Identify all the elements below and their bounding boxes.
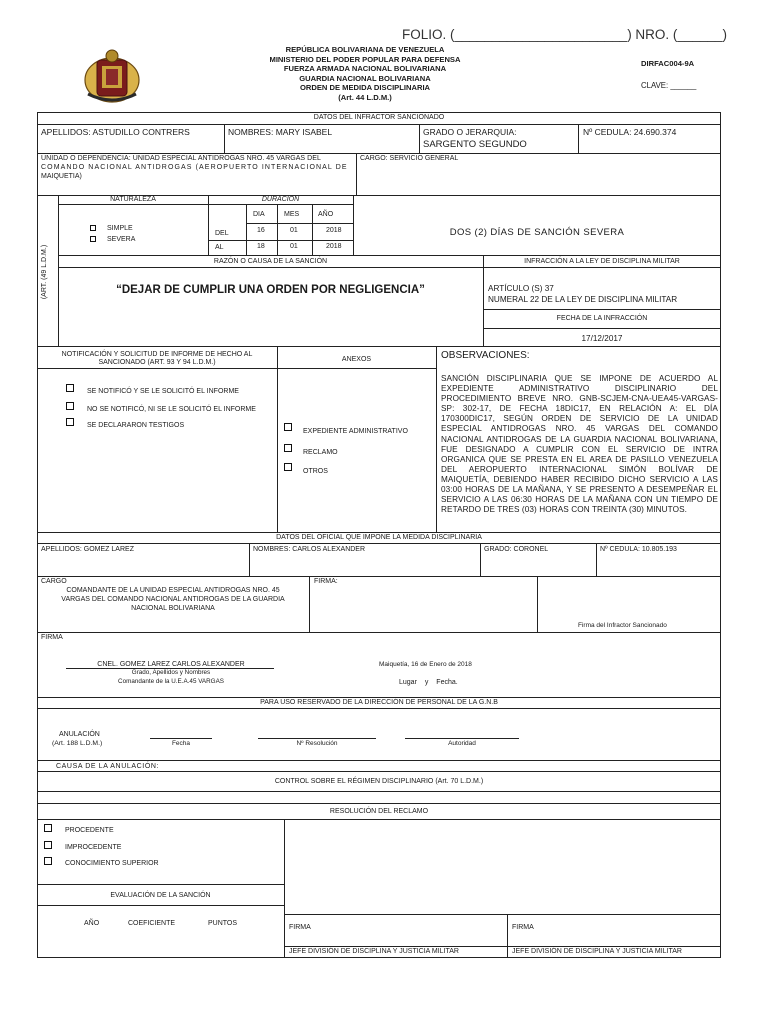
al-dia: 18 [257, 243, 265, 250]
clave-field[interactable]: CLAVE: ______ [641, 81, 697, 90]
improcedente-label: IMPROCEDENTE [65, 844, 122, 851]
anio-header: AÑO [318, 211, 334, 218]
firma-infractor-label: Firma del Infractor Sancionado [578, 622, 667, 629]
infractor-unidad: MAIQUETIA) [41, 173, 82, 180]
naturaleza-label: NATURALEZA [110, 196, 156, 203]
oficial-cargo-label: CARGO [41, 578, 67, 585]
infractor-cedula: Nº CEDULA: 24.690.374 [583, 127, 677, 137]
mes-header: MES [284, 211, 300, 218]
duracion-label: DURACION [261, 196, 300, 203]
procedente-checkbox[interactable] [44, 824, 52, 832]
section-title-control: CONTROL SOBRE EL RÉGIMEN DISCIPLINARIO (Art. 70 L.D.M.) [274, 778, 484, 785]
anexos-title: ANEXOS [341, 356, 372, 363]
reclamo-checkbox[interactable] [284, 444, 292, 452]
infractor-grado: SARGENTO SEGUNDO [423, 139, 527, 150]
infraccion-articulo: ARTÍCULO (S) 37 [488, 284, 554, 293]
signer-sub: Grado, Apellidos y Nombres [131, 669, 211, 676]
section-title-oficial: DATOS DEL OFICIAL QUE IMPONE LA MEDIDA DISCIPLINARIA [276, 534, 482, 541]
simple-checkbox[interactable] [90, 225, 96, 231]
oficial-apellidos: APELLIDOS: GOMEZ LAREZ [41, 546, 134, 553]
infractor-unidad: COMANDO NACIONAL ANTIDROGAS (AEROPUERTO INTERNACIONAL DE [41, 164, 348, 171]
header-line: ORDEN DE MEDIDA DISCIPLINARIA [299, 83, 431, 92]
fecha-infraccion: 17/12/2017 [581, 334, 623, 343]
severa-checkbox[interactable] [90, 236, 96, 242]
signer-name: CNEL. GOMEZ LAREZ CARLOS ALEXANDER [97, 661, 245, 668]
section-title-resolucion: RESOLUCIÓN DEL RECLAMO [329, 808, 429, 815]
expediente-checkbox[interactable] [284, 423, 292, 431]
conocimiento-checkbox[interactable] [44, 857, 52, 865]
infractor-nombres: NOMBRES: MARY ISABEL [228, 127, 333, 137]
sancion-resultado: DOS (2) DÍAS DE SANCIÓN SEVERA [449, 227, 625, 238]
causa-anulacion: CAUSA DE LA ANULACIÓN: [56, 763, 160, 770]
anulacion-label: ANULACIÓN [59, 731, 100, 738]
al-anio: 2018 [326, 243, 342, 250]
anulacion-autoridad: Autoridad [448, 740, 476, 747]
evaluacion-title: EVALUACIÓN DE LA SANCIÓN [110, 892, 211, 899]
al-label: AL [215, 244, 224, 251]
infractor-unidad: UNIDAD O DEPENDENCIA: UNIDAD ESPECIAL ANTIDROGAS NRO. 45 VARGAS DEL [41, 155, 321, 162]
section-title-infractor: DATOS DEL INFRACTOR SANCIONADO [313, 114, 445, 121]
razon-title: RAZÓN O CAUSA DE LA SANCIÓN [213, 258, 328, 265]
coat-of-arms-logo [80, 44, 144, 108]
header-line: (Art. 44 L.D.M.) [338, 93, 392, 102]
del-anio: 2018 [326, 227, 342, 234]
expediente-label: EXPEDIENTE ADMINISTRATIVO [303, 428, 408, 435]
signer-sub: Comandante de la U.E.A.45 VARGAS [118, 678, 224, 685]
conocimiento-label: CONOCIMIENTO SUPERIOR [65, 860, 159, 867]
infraccion-numeral: NUMERAL 22 DE LA LEY DE DISCIPLINA MILITAR [488, 295, 678, 304]
jefe-b-label: JEFE DIVISIÓN DE DISCIPLINA Y JUSTICIA MILITAR [512, 948, 682, 955]
anulacion-art: (Art. 188 L.D.M.) [52, 740, 103, 747]
infraccion-title: INFRACCIÓN A LA LEY DE DISCIPLINA MILITAR [524, 258, 680, 265]
no-notificado-checkbox[interactable] [66, 402, 74, 410]
oficial-cedula: Nº CEDULA: 10.805.193 [600, 546, 677, 553]
oficial-nombres: NOMBRES: CARLOS ALEXANDER [253, 546, 366, 553]
fecha-infraccion-title: FECHA DE LA INFRACCIÓN [556, 315, 648, 322]
evaluacion-puntos: PUNTOS [208, 920, 238, 927]
testigos-label: SE DECLARARON TESTIGOS [87, 422, 185, 429]
testigos-checkbox[interactable] [66, 418, 74, 426]
article-side-label: (ART. (49 L.D.M.) [41, 244, 48, 300]
infractor-grado-label: GRADO O JERARQUIA: [423, 127, 517, 137]
notificacion-title: SANCIONADO (ART. 93 Y 94 L.D.M.) [98, 359, 216, 366]
del-mes: 01 [290, 227, 298, 234]
observaciones-text: SANCIÓN DISCIPLINARIA QUE SE IMPONE DE ACUERDO AL EXPEDIENTE ADMINISTRATIVO DISCIPLINARIO DEL PROCEDIMIENTO BREVE NRO. GNB-SCJEM-CNA-UEA45-VARGAS-SP: 302-17, DE FECHA 18DIC17, EN RELACIÓN A: EL DÍA 170300DIC17, SEGÚN ORDEN DE SERVICIO DE LA UNIDAD ESPECIAL ANTIDROGAS NRO. 45 VARGAS DEL COMANDO NACIONAL ANTIDROGAS DE LA GUARDIA NACIONAL BOLIVARIANA, FUE DESIGNADO A CUMPLIR CON EL SERVICIO DE INTRA ORGANICA QUE SE PRESTA EN EL AREA DE PASILLO VENEZUELA DEL AEROPUERTO INTERNACIONAL SIMÓN BOLÍVAR DE MAIQUETÍA, DEBIENDO HABER RECIBIDO DICHO SERVICIO A LAS 03:00 HORAS DE LA MAÑANA, Y SE PRESENTO A DESEMPEÑAR EL SERVICIO A LAS 06:30 HORAS DE LA MAÑANA CON UN TIEMPO DE RETARDO DE TRES (03) HORAS CON TREINTA (30) MINUTOS. [441, 374, 718, 515]
infractor-apellidos: APELLIDOS: ASTUDILLO CONTRERS [41, 127, 190, 137]
lugar-fecha-value: Maiquetía, 16 de Enero de 2018 [379, 661, 472, 668]
oficial-cargo: COMANDANTE DE LA UNIDAD ESPECIAL ANTIDROGAS NRO. 45 [66, 587, 280, 594]
header-line: FUERZA ARMADA NACIONAL BOLIVARIANA [283, 64, 447, 73]
firma-a-label: FIRMA [289, 924, 311, 931]
notificado-checkbox[interactable] [66, 384, 74, 392]
observaciones-title: OBSERVACIONES: [441, 350, 530, 361]
firma-b-label: FIRMA [512, 924, 534, 931]
section-title-reservado: PARA USO RESERVADO DE LA DIRECCIÓN DE PERSONAL DE LA G.N.B [260, 699, 498, 706]
header-line: GUARDIA NACIONAL BOLIVARIANA [299, 73, 431, 83]
dia-header: DIA [253, 211, 265, 218]
infractor-cargo: CARGO: SERVICIO GENERAL [360, 155, 459, 162]
header-line: REPÚBLICA BOLIVARIANA DE VENEZUELA [285, 45, 445, 54]
notificacion-title: NOTIFICACIÓN Y SOLICITUD DE INFORME DE HECHO AL [61, 351, 253, 358]
lugar-fecha-label: Lugar y Fecha. [399, 679, 458, 686]
notificado-label: SE NOTIFICÓ Y SE LE SOLICITÓ EL INFORME [87, 388, 239, 395]
al-mes: 01 [290, 243, 298, 250]
otros-checkbox[interactable] [284, 463, 292, 471]
form-code: DIRFAC004-9A [641, 59, 695, 68]
severa-label: SEVERA [107, 236, 136, 243]
evaluacion-coeficiente: COEFICIENTE [128, 920, 176, 927]
del-dia: 16 [257, 227, 265, 234]
razon-text: “DEJAR DE CUMPLIR UNA ORDEN POR NEGLIGENCIA” [116, 284, 425, 296]
no-notificado-label: NO SE NOTIFICÓ, NI SE LE SOLICITÓ EL INFORME [87, 406, 256, 413]
procedente-label: PROCEDENTE [65, 827, 114, 834]
folio-line: FOLIO. (_______________________) NRO. (______) [402, 27, 727, 42]
simple-label: SIMPLE [107, 225, 133, 232]
firma2-label: FIRMA [41, 634, 63, 641]
reclamo-label: RECLAMO [303, 449, 338, 456]
oficial-firma-label: FIRMA: [314, 578, 338, 585]
anulacion-resolucion: Nº Resolución [296, 740, 338, 747]
improcedente-checkbox[interactable] [44, 841, 52, 849]
oficial-cargo: NACIONAL BOLIVARIANA [131, 605, 215, 612]
jefe-a-label: JEFE DIVISIÓN DE DISCIPLINA Y JUSTICIA MILITAR [289, 948, 459, 955]
oficial-grado: GRADO: CORONEL [484, 546, 549, 553]
oficial-cargo: VARGAS DEL COMANDO NACIONAL ANTIDROGAS DE LA GUARDIA [61, 596, 285, 603]
otros-label: OTROS [303, 468, 328, 475]
evaluacion-anio: AÑO [84, 920, 100, 927]
anulacion-fecha: Fecha [171, 740, 191, 747]
header-line: MINISTERIO DEL PODER POPULAR PARA DEFENSA [269, 54, 461, 64]
del-label: DEL [215, 230, 229, 237]
